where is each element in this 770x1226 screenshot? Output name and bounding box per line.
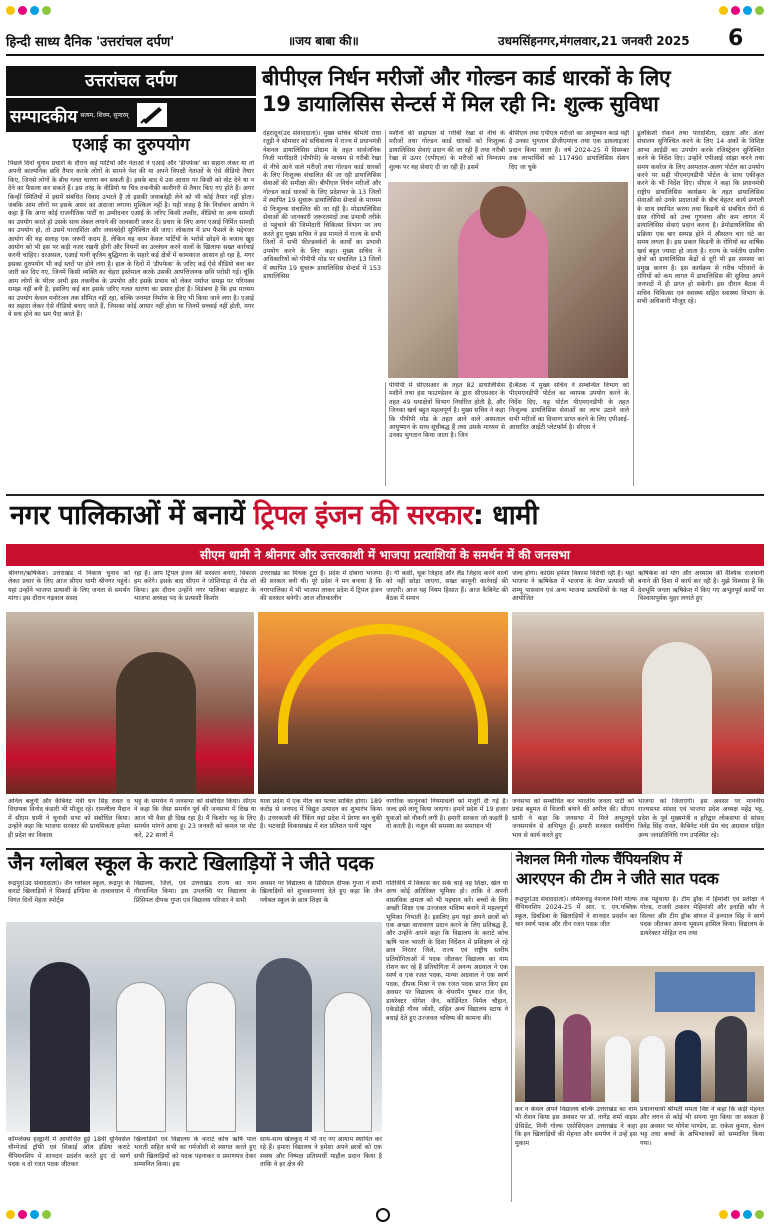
dhami-col-5: जल्द होगा। कांग्रेस हमेशा विकास विरोधी रही है। यहां भाजपा ने ऋषिकेश में भाजपा के मेयर प्रत्याशी श्री शम्भू पासवान एवं अन्य भाजपा प्रत्याशियों के पक्ष में आयोजित: [512, 570, 634, 603]
golf-bottom-col-1: कर न केवल अपने विद्यालय बल्कि उत्तराखंड का नाम भी रोशन किया इस अवसर पर डॉ. नागेंद्र शर्मा वाइस प्रेसिडेंट, मिनी गोल्फ एसोसिएशन उत्तराखंड ने कहा कि इन खिलाड़ियों की मेहनत और समर्पण ने उन्हें इस मुकाम: [515, 1106, 637, 1147]
school-col-1: रूद्रपुर(उद संवाददाता)। जैन ग्लोबल स्कूल, रूद्रपुर के कराटे खिलाड़ियों ने सिकाई इण्डिया के तत्वावधान में विगत दिनों मेहता स्पोर्ट्स: [8, 880, 130, 904]
crowd-figure: [642, 642, 712, 794]
dhami-bottom-col-2: भट्ट के समर्थन में जनसभा को संबोधित किया। सीएम ने कहा कि जैसा समर्थन पूर्व की जनसभा में दिख या आज भी वैसा ही दिख रहा है। मैं किशोर भट्ट के लिए समर्थन मांगने आया हूं। 23 जनवरी को कमल पर वोट करें, 22 सालों में: [134, 798, 256, 839]
golf-headline-2: आरएएन की टीम ने जीते सात पदक: [516, 869, 719, 889]
color-dot: [18, 6, 27, 15]
dhami-col-4: है। गौ कसी, थूक जिहाद और लैंड जिहाद करने वालों को नहीं छोड़ा जाएगा, सख्त कानूनी कार्रवाई की जाएगी। आज यह नियम हिसात हैं। आज कैबिनेट की बैठक में समान: [386, 570, 508, 603]
color-dot: [6, 6, 15, 15]
color-dot: [731, 6, 740, 15]
lead-col-23-bottom: पीपीपी में सीएसआर के तहत 82 डायालिसिस मशीनें तथा हंस फाउण्डेशन के द्वारा सीएसआर के तहत 49 यमाक्षेत्रों विभाग निर्धारित होती है, और जिनका खर्च बहुत महत्वपूर्ण है। मुख्य सचिव ने कहा कि पीपीपी मोड के तहत आने वाले अस्पताल आयुष्मान के साथ सूचीबद्ध हैं तथा उसके माध्यम से उनका भुगतान किया जाता है। जिन: [385, 382, 505, 486]
lead-col-4: डूलॉकेशों रोकने तथा पारदर्शिता, दक्षता और अंतर संचालन सुनिश्चित करने के लिए 14 अंकों के विशिष्ट आभा आईडी का उपयोग करके रजिस्ट्रेशन सुनिश्चित करने के निर्देश दिए। उन्होंने एपीआई सांझा करने तथा समय कवरेज के लिए अस्पताल-अलग पोर्टल का उपयोग करने पर सही पीएमएनडीपी पोर्टल के साथ एकीकृत करने के भी निर्देश दिए। सीएस ने कहा कि प्रधानमंत्री राष्ट्रीय डायालिसिस कार्यक्रम के तहत डायालिसिस सेवाओं को उनके प्रदाताओं के बीच बेहतर कार्य प्रणाली के साथ स्थापित करना तथा किडनी से संबंधित रोगों से ग्रस्त रोगियों को उच्च गुणवत्ता और कम लागत में डायालिसिस सेवाएं प्रदान करना है। डेमोडायलिसिस की प्रक्रिया एक बार सम्पन्न होने में औसतन चार घंटे का समय लगता है। इस प्रकार किडनी के रोगियों का वार्षिक खर्च बहुत ज्यादा हो जाता है। राज्य के पर्वतीय ग्रामीण क्षेत्रों को डायालिसिस केंद्रों से दूरी भी इस समस्या का प्रमुख कारण है। इस कार्यक्रम से गरीब परिवारों के रोगियों को कम लागत में डायालिसिस की सुविधा अपने जनपदों में ही प्राप्त हो सकेगी। इस दौरान बैठक में सचिव चिकित्सा एवं स्वास्थ्य सहित स्वास्थ्य विभाग के सभी अधिकारी मौजूद रहे।: [633, 130, 764, 486]
color-dot: [30, 1210, 39, 1219]
color-dot: [719, 1210, 728, 1219]
school-bottom-col-3: साथ-साथ खेलकूद में भी नए नए आयाम स्थापित कर रहे हैं। हमारा विद्यालय ने हमेशा अपने छात्रों को एक स्वस्थ और निष्पक्ष प्रतिस्पर्धी माहौल प्रदान किया है ताकि वे हर क्षेत्र की: [260, 1136, 382, 1169]
editorial-motto: सत्यम, शिवम, सुन्दरम्: [80, 112, 129, 119]
editorial-header: [6, 66, 256, 130]
lead-col-3-bottom: हैं।बैठक में मुख्य सचिव ने सम्बन्धित विभाग को पीएमएनडीपी पोर्टल का व्यापक उपयोग करने के निर्देश दिए, यह पोर्टल पीएमएनडीपी के तहत निःशुल्क डायलिसिस सेवाओं का लाभ उठाने वाले सभी मरीजों का विवरण प्राप्त करने के लिए एपीआई-आधारित आईटी प्लेटफॉर्म है। सीएस ने: [509, 382, 629, 432]
dhami-bottom-col-3: यात्रा प्रदेश में एक मील का पत्थर साबित होगा। 189 करोड़ से जनपद में विद्युत उत्पादन का शुभारंभ किया है। उत्तरकाशी की रैंकिंग यहां प्रदेश में प्रेरणा बन चुकी है। भटवाड़ी विकासखंड में शत प्रतिशत पानी पहुंच: [260, 798, 382, 831]
top-right-dots: [719, 6, 764, 15]
dhami-col-1: श्रीनगर/ऋषिकेश। उत्तराखंड में निकाय चुनाव को लेकर प्रचार के लिए आज सीएम धामी श्रीनगर पहुंचे। यहां उन्होंने भाजपा प्रत्याशी के लिए जनता से समर्थन मांगा। इस दौरान गढ़वाल संसद: [8, 570, 130, 603]
group-figure: [675, 1030, 701, 1102]
color-dot: [42, 6, 51, 15]
color-dot: [30, 6, 39, 15]
dhami-bottom-col-5: जनसभा को सम्बोधित कर भारतीय जनता पार्टी को प्रचंड बहुमत से विजयी बनाने की अपील की। सीएम धामी ने कहा कि जनसभा में मिले अभूतपूर्व जनसमर्थन से अभिभूत हूँ। हमारी सरकार सर्वांगीण भाव से कार्य करते हुए: [512, 798, 634, 839]
golf-col-1: रूद्रपुर(उद संवाददाता)। तमिलनाडु नेशनल मिनी गोल्फ चैंपियनशिप 2024-25 में आर. ए. एन.पब्लिक स्कूल, डिबडिबा के खिलाड़ियों ने शानदार प्रदर्शन कर चार स्वर्ण पदक और तीन रजत पदक जीत: [515, 896, 637, 929]
color-dot: [743, 6, 752, 15]
group-figure: [186, 982, 236, 1132]
group-figure: [324, 992, 372, 1132]
school-col-2: विद्यालय, जिले, एवं उत्तराखंड राज्य का नाम गौरवान्वित किया। इस उपलब्धि पर विद्यालय के प्रिंसिपल दीपक गुप्ता एवं विद्यालय परिवार ने सभी: [134, 880, 256, 904]
golf-bottom-col-2: प्रधानाचार्या श्रीमती ममता विष्ट ने कहा कि कड़ी मेहनत और लगन से कोई भी सपना पूरा किया जा सकता है इस अवसर पर योगेश पाण्डेय, डा. राकेश कुमार, चेतन भट्ट तथा बच्चों के अभिभावकों को सम्मानित किया गया।: [640, 1106, 764, 1147]
masthead-slogan: ॥जय बाबा की॥: [288, 34, 359, 48]
group-figure: [116, 982, 166, 1132]
color-dot: [18, 1210, 27, 1219]
color-dot: [755, 6, 764, 15]
dhami-bottom-col-1: अनिल बलूनी और कैबिनेट मंत्री धन सिंह रावत व विधायक विनोद कंडारी भी मौजूद रहे। रामलीला मैदान में सीएम धामी ने चुनावी सभा को संबोधित किया। उन्होंने कहा कि भाजपा सरकार की प्राथमिकता हमेशा ही प्रदेश का विकास: [8, 798, 130, 839]
karate-team-photo: [6, 922, 382, 1132]
dhami-bottom-col-4: नागरिक कानूनको नियमावली को मंजूरी दी गई है। जल्द इसे लागू किया जाएगा। हमारे प्रदेश में 19 हजार युवाओं को नौकरी लगी है। हमारी सरकार जो कहती है वो करती है। नजूल की समस्या का समाधान भी: [386, 798, 508, 831]
garland-arch: [278, 624, 488, 744]
rally-photo-3: [512, 612, 764, 794]
group-figure: [256, 958, 312, 1132]
editorial-section-title: सम्पादकीय: [10, 106, 78, 127]
group-figure: [715, 1016, 747, 1102]
dhami-col-3: उत्तराखंड का मिथक टूटा है। प्रदेश में दोबारा भाजपा की सरकार बनी थी। पूरे प्रदेश ने मन बनाया है कि नगरपालिका में भी भाजपा लाकर प्रदेश में ट्रिपल इंजन की सरकार बनेगी। आज शीतकालीन: [260, 570, 382, 603]
dhami-subhead: सीएम धामी ने श्रीनगर और उत्तरकाशी में भाजपा प्रत्याशियों के समर्थन में की जनसभा: [6, 544, 764, 566]
color-dot: [755, 1210, 764, 1219]
color-dot: [731, 1210, 740, 1219]
speaker-figure: [116, 652, 196, 794]
school-col-3: अवसर पर विद्यालय के प्रिंसिपल दीपक गुप्ता ने सभी खिलाड़ियों को शुभकामनाएं देते हुए कहा कि जैन ग्लोबल स्कूल के छात्र शिक्षा के: [260, 880, 382, 904]
dhami-col-2: रहा है। आप ट्रिपल इंजन की सरकार बनाएं, विकास हम करेंगे। इसके बाद सीएम ने जोशियाड़ा में रोड शो किया। इस दौरान उन्होंने नगर पालिका बाड़ाहाट के भाजपा अध्यक्ष पद के प्रत्याशी किशोर: [134, 570, 256, 603]
color-dot: [6, 1210, 15, 1219]
rally-photo-1: [6, 612, 254, 794]
chief-secretary-photo: [388, 182, 628, 378]
registration-mark: [376, 1208, 390, 1222]
dhami-col-6: ऋषिकेश को योग और अध्यात्म की वैश्विक राजधानी बनाने की दिशा में कार्य कर रही है। मुझे विश्वास है कि देवभूमि जनता ऋषिकेश में किए गए अभूतपूर्व कार्यों पर विश्वासपूर्वक मुहर लगाते हुए: [638, 570, 764, 603]
school-col-4: गतिविधि में विकास कर सकें चाहे वह शिक्षा, खेल या अन्य कोई अतिरिक्त भूमिका हो। ताकि वे अपनी वास्तविक क्षमता को भी पहचान करें। बच्चों के लिए अच्छी शिक्षा एक उज्जवल भविष्य बनाने में महत्वपूर्ण भूमिका निभाती है। इसलिए हम यहां अपने छात्रों को एक अच्छा वातावरण प्रदान करने के लिए प्रतिबद्ध हैं, और उन्होंने अपने कहा कि विद्यालय के कराटे कोच ऋषि पाल भारती के दिशा निर्देशन में प्रशिक्षण ले रहे छात्र निरंतर जिले, राज्य एवं राष्ट्रीय स्तरीय प्रतियोगिताओं में पदक जीतकर विद्यालय का नाम रोशन कर रहे हैं प्रतियोगिता में अनन्य अग्रवाल ने एक स्वर्ण व एक रजत पदक, मान्या अग्रवाल ने एक स्वर्ण पदक, दीपक मिश्रा ने एक रजत पदक प्राप्त किए इस अवसर पर विद्यालय के चेयरमैन पुष्कर राज जैन, डायरेक्टर योगेश जैन, कोर्डिनेटर निर्मल चौहान, एकेडोही गौरव जोशी, सहित अन्य विद्यालय स्टाफ ने बधाई देते हुए उज्जवल भविष्य की कामना की।: [386, 880, 508, 1022]
lead-col-2: मशीनों की सहायता से गरीबी रेखा से नीचे के मरीजों तथा गोल्डन कार्ड धारकों को निःशुल्क डायालिसिस सेवाएं प्रदान की जा रही हैं तथा गरीबी रेखा से ऊपर (एपीएल) के मरीजों को निम्नतम शुल्क पर यह सेवाएं दी जा रही हैं। इसमें: [385, 130, 505, 178]
lead-headline: बीपीएल निर्धन मरीजों और गोल्डन कार्ड धारकों के लिए 19 डायालिसिस सेन्टर्स में मिल रही नि: शुल्क सुविधा: [262, 66, 671, 117]
color-dot: [719, 6, 728, 15]
golf-headline-1: नेशनल मिनी गोल्फ चैंपियनशिप में: [516, 852, 682, 868]
school-headline: जैन ग्लोबल स्कूल के कराटे खिलाड़ियों ने जीते पदक: [8, 851, 374, 875]
lead-col-1: देहरादून(उद संवाददाता)। मुख्य सचिव श्रीमती राधा रतूड़ी ने सोमवार को सचिवालय में राज्य में प्रधानमंत्री नेशनल डायालिसिस प्रोग्राम के तहत सार्वजनिक निजी भागीदारी (पीपीपी) के माध्यम से गरीबी रेखा से नीचे आने वाले मरीजों तथा गोल्डन कार्ड धारकों के लिए निःशुल्क संचालित की जा रही डायालिसिस सेवाओं की समीक्षा की। बीपीएल निर्धन मरीजों और गोल्डन कार्ड धारकों के लिए प्रदेशभर के 13 जिलों में स्थापित 19 सुचारू डायालिसिस सेन्टर्स के माध्यम से निःशुल्क संचालित की जा रही है। मोडायलिसिस सेवाओं की जानकारी जरूरतमंदों तक प्रभावी तरीके से पहुंचाने की जिम्मेदारी चिकित्सा विभाग पर तय करते हुए मुख्य सचिव ने इस मामले में राज्य के सभी जिलों में सभी फील्डवर्करों के कार्यों का प्रभावी उपयोग करने के लिए कहा। मुख्य सचिव ने अधिकारियों को पीपीपी मोड पर संचालित 13 जिलों में स्थापित 19 सुचारू डायालिसिस सेन्टर्स में 153 डायालिसिस: [263, 130, 381, 280]
school-bottom-col-2: खिलाड़ियों एवं विद्यालय के कराटे कोच ऋषि पाल भारती सहित सभी का गर्मजोशी से स्वागत करते हुए सभी खिलाड़ियों को पदक पहनाकर व प्रमाणपत्र देकर सम्मानित किया। इस: [134, 1136, 256, 1169]
top-left-dots: [6, 6, 51, 15]
person-head: [480, 186, 526, 238]
group-figure: [563, 1014, 591, 1102]
school-banner: [655, 972, 755, 1012]
editorial-title: एआई का दुरुपयोग: [72, 135, 190, 155]
section-divider: [6, 848, 764, 850]
color-dot: [42, 1210, 51, 1219]
lead-col-3: बीपीएल तथा एपीएल मरीजों का आयुष्मान कार्ड नहीं है उनका भुगतान डीजीएमएच तथा एक डायलाइजर प्रदान किया जाता है। वर्ष 2024-25 में दिसम्बर तक लाभार्थियों को 117490 डायालिसिस सेशन दिए जा चुके: [509, 130, 629, 171]
date-line: उधमसिंहनगर,मंगलवार,21 जनवरी 2025: [498, 34, 690, 48]
rally-photo-2: [258, 612, 508, 794]
editorial-body: पिछले दिनों चुनाव प्रचारों के दौरान कई पार्टियों और नेताओं ने एआई और 'डीपफेक' का सहारा लेकर या तो अपनी काल्पनिक छवि तैयार करके लोगों के सामने पेश की या अपने विपक्षी नेताओं के ऐसे वीडियो तैयार किए, जिनसे लोगों के बीच गलत धारणा बन सकती है। इसके बाद ये उस आधार पर किसी को वोट देने या न देने का फैसला कर सकते हैं। इस तरह के वीडियो या चित्र तकनीकी कारीगरी से तैयार किए गए होते हैं। अगर किन्हीं स्थितियों में इसमें संबंधित विवाद उभरते हैं तो इसकी जवाबदेही लेने को भी कोई तैयार नहीं होता। जबकि आम लोगों पर इसके असर का अंदाजा लगाना मुश्किल नहीं है। यही वजह है कि निर्वाचन आयोग ने कहा है कि अगर कोई राजनीतिक पार्टी या उम्मीदवार एआई के जरिए किसी तस्वीर, वीडियो या अन्य सामग्री का उपयोग करते हो उसके साथ लेबल लगाने की जानकारी जरूर दें। प्रचार के लिए अगर एआई निर्मित सामग्री का उपयोग हो, तो उसमें पारदर्शिता और जवाबदेही सुनिश्चित की जाए। लोकतंत्र में प्रभ फैसले के मद्देनजर आयोग की यह सलाह एक जरूरी कदम है, लेकिन यह काम केवल पार्टियों के भरोसे छोड़ने के बजाय खुद आयोग को भी इस पर कड़ी नजर रखनी होगी और नियमों का उल्लंघन करने वालों के खिलाफ सख्त कार्रवाई करनी चाहिए। दरअसल, एआई यानी कृत्रिम बुद्धिमत्ता के सहारे कई क्षेत्रों में कामकाज आसान हो रहा है, मगर इसका दुरुपयोग भी कई स्तरों पर होने लगा है। हाल के दिनों में 'डीपफेक' के जरिए कई ऐसे वीडियो बना कर जारी कर दिए गए, जिनमें किसी व्यक्ति का चेहरा इस्तेमाल करके उसकी आपत्तिजनक छवि परोसी गई। चूंकि आम लोगों के भीतर अभी इस तकनीक के उपयोग और इसके प्रभाव को लेकर पर्याप्त समझ पर परिपक्व समझ नहीं बनी है, इसलिए कई बार इसके जरिए गलत धारणा का प्रसार होता है। विडंबना है कि इस माध्यम का उपयोग केवल मनोरंजन तक सीमित नहीं रहा, बल्कि जनमत निर्माण के लिए भी किया जाने लगा है। एआई का सहारा लेकर ऐसे वीडियो बनाए जाते हैं, जिसका कोई आधार नहीं होता या जिनमें सच्चाई नहीं होती, मगर वे सच होने का भ्रम पैदा करते हैं।: [8, 160, 254, 319]
school-bottom-col-1: कॉम्प्लेक्स हल्द्वानी में आयोजित हुई 18वीं यूनिवर्सल चौम्पेजर्ड ट्रॉफी एवं सिकाई ऑल इंडिया कराटे चैंपियनशिप में शानदार प्रदर्शन करते हुए दो स्वर्ण पदक व दो रजत पदक जीतकर: [8, 1136, 130, 1169]
bottom-left-dots: [6, 1210, 51, 1219]
page-number: 6: [728, 26, 744, 51]
newspaper-name: हिन्दी साध्य दैनिक 'उत्तरांचल दर्पण': [6, 35, 175, 50]
dhami-bottom-col-6: भाजपा को जिताएंगी। इस अवसर पर माननीय राज्यसभा सांसद एवं भाजपा प्रदेश अध्यक्ष महेंद्र भट्ट, प्रदेश के पूर्व मुख्यमंत्री व हरिद्वार लोकसभा से सांसद त्रिवेंद्र सिंह रावत, कैबिनेट मंत्री प्रेम चंद अग्रवाल सहित अन्य जनप्रतिनिधि गण उपस्थित रहे।: [638, 798, 764, 839]
golf-col-2: तक पहुंचाया है। टीम ड्रॉक में हिमांशी एवं प्रतीक्षा ने गोल्ड, राजवी ठकरन मेहिमांशी और इनाक्षि कौर ने सिल्वर और टीम ड्रॉक बांयज में इनपाल सिंह ने स्वर्ण पदक जीतकर अपना भूकाम हासिल किया। विद्यालय के डायरेक्टर मोहित राय तथा: [640, 896, 764, 937]
group-figure: [30, 962, 90, 1132]
editorial-brand: उत्तरांचल दर्पण: [6, 66, 256, 96]
group-figure: [605, 1036, 631, 1102]
bottom-right-dots: [719, 1210, 764, 1219]
masthead: [6, 26, 764, 56]
section-divider: [6, 494, 764, 496]
group-figure: [639, 1036, 665, 1102]
golf-team-photo: [515, 966, 764, 1102]
group-figure: [525, 1006, 555, 1102]
color-dot: [743, 1210, 752, 1219]
pen-hand-icon: [135, 101, 169, 129]
dhami-headline: नगर पालिकाओं में बनायें ट्रिपल इंजन की सरकार: धामी: [10, 500, 538, 531]
